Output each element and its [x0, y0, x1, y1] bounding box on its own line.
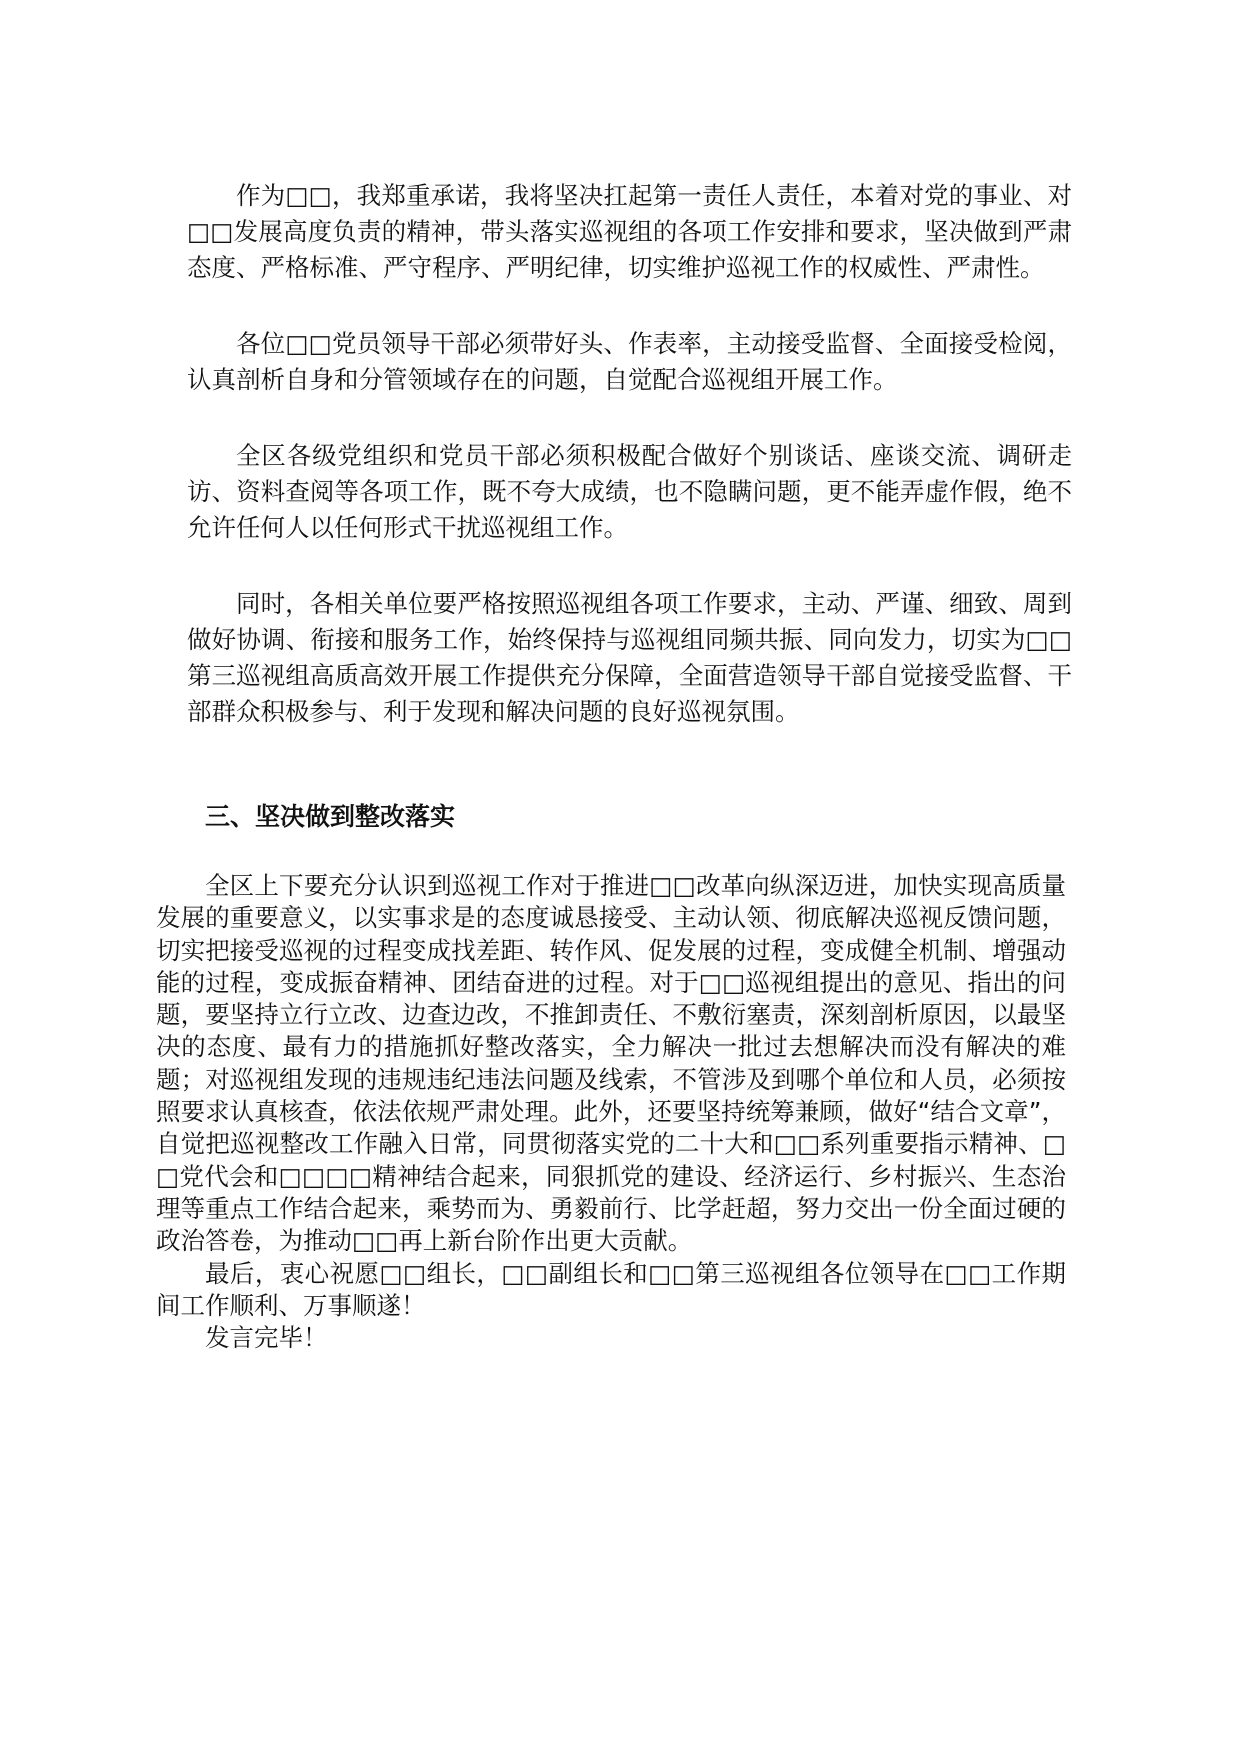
paragraph-closing: 发言完毕！ — [205, 1323, 328, 1353]
paragraph-support: 同时，各相关单位要严格按照巡视组各项工作要求，主动、严谨、细致、周到做好协调、衔接和服务工作，始终保持与巡视组同频共振、同向发力，切实为□□第三巡视组高质高效开展工作提供充分保障，全面营造领导干部自觉接受监督、干部群众积极参与、利于发现和解决问题的良好巡视氛围。 — [187, 589, 1072, 726]
paragraph-commitment: 作为□□，我郑重承诺，我将坚决扛起第一责任人责任，本着对党的事业、对□□发展高度负责的精神，带头落实巡视组的各项工作安排和要求，坚决做到严肃态度、严格标准、严守程序、严明纪律，切实维护巡视工作的权威性、严肃性。 — [187, 181, 1072, 282]
paragraph-leaders: 各位□□党员领导干部必须带好头、作表率，主动接受监督、全面接受检阅，认真剖析自身和分管领域存在的问题，自觉配合巡视组开展工作。 — [187, 329, 1072, 394]
paragraph-wishes: 最后，衷心祝愿□□组长，□□副组长和□□第三巡视组各位领导在□□工作期间工作顺利、万事顺遂！ — [156, 1258, 1066, 1320]
section-heading: 三、坚决做到整改落实 — [205, 802, 456, 831]
paragraph-rectification: 全区上下要充分认识到巡视工作对于推进□□改革向纵深迈进，加快实现高质量发展的重要意义，以实事求是的态度诚恳接受、主动认领、彻底解决巡视反馈问题，切实把接受巡视的过程变成找差距、转作风、促发展的过程，变成健全机制、增强动能的过程，变成振奋精神、团结奋进的过程。对于□□巡视组提出的意见、指出的问题，要坚持立行立改、边查边改，不推卸责任、不敷衍塞责，深刻剖析原因，以最坚决的态度、最有力的措施抓好整改落实，全力解决一批过去想解决而没有解决的难题；对巡视组发现的违规违纪违法问题及线索，不管涉及到哪个单位和人员，必须按照要求认真核查，依法依规严肃处理。此外，还要坚持统筹兼顾，做好“结合文章”，自觉把巡视整改工作融入日常，同贯彻落实党的二十大和□□系列重要指示精神、□□党代会和□□□□精神结合起来，同狠抓党的建设、经济运行、乡村振兴、生态治理等重点工作结合起来，乘势而为、勇毅前行、比学赶超，努力交出一份全面过硬的政治答卷，为推动□□再上新台阶作出更大贡献。 — [156, 871, 1066, 1256]
upper-section — [187, 178, 1072, 770]
lower-section — [156, 870, 1066, 1354]
paragraph-cooperation: 全区各级党组织和党员干部必须积极配合做好个别谈话、座谈交流、调研走访、资料查阅等各项工作，既不夸大成绩，也不隐瞒问题，更不能弄虚作假，绝不允许任何人以任何形式干扰巡视组工作。 — [187, 441, 1072, 542]
